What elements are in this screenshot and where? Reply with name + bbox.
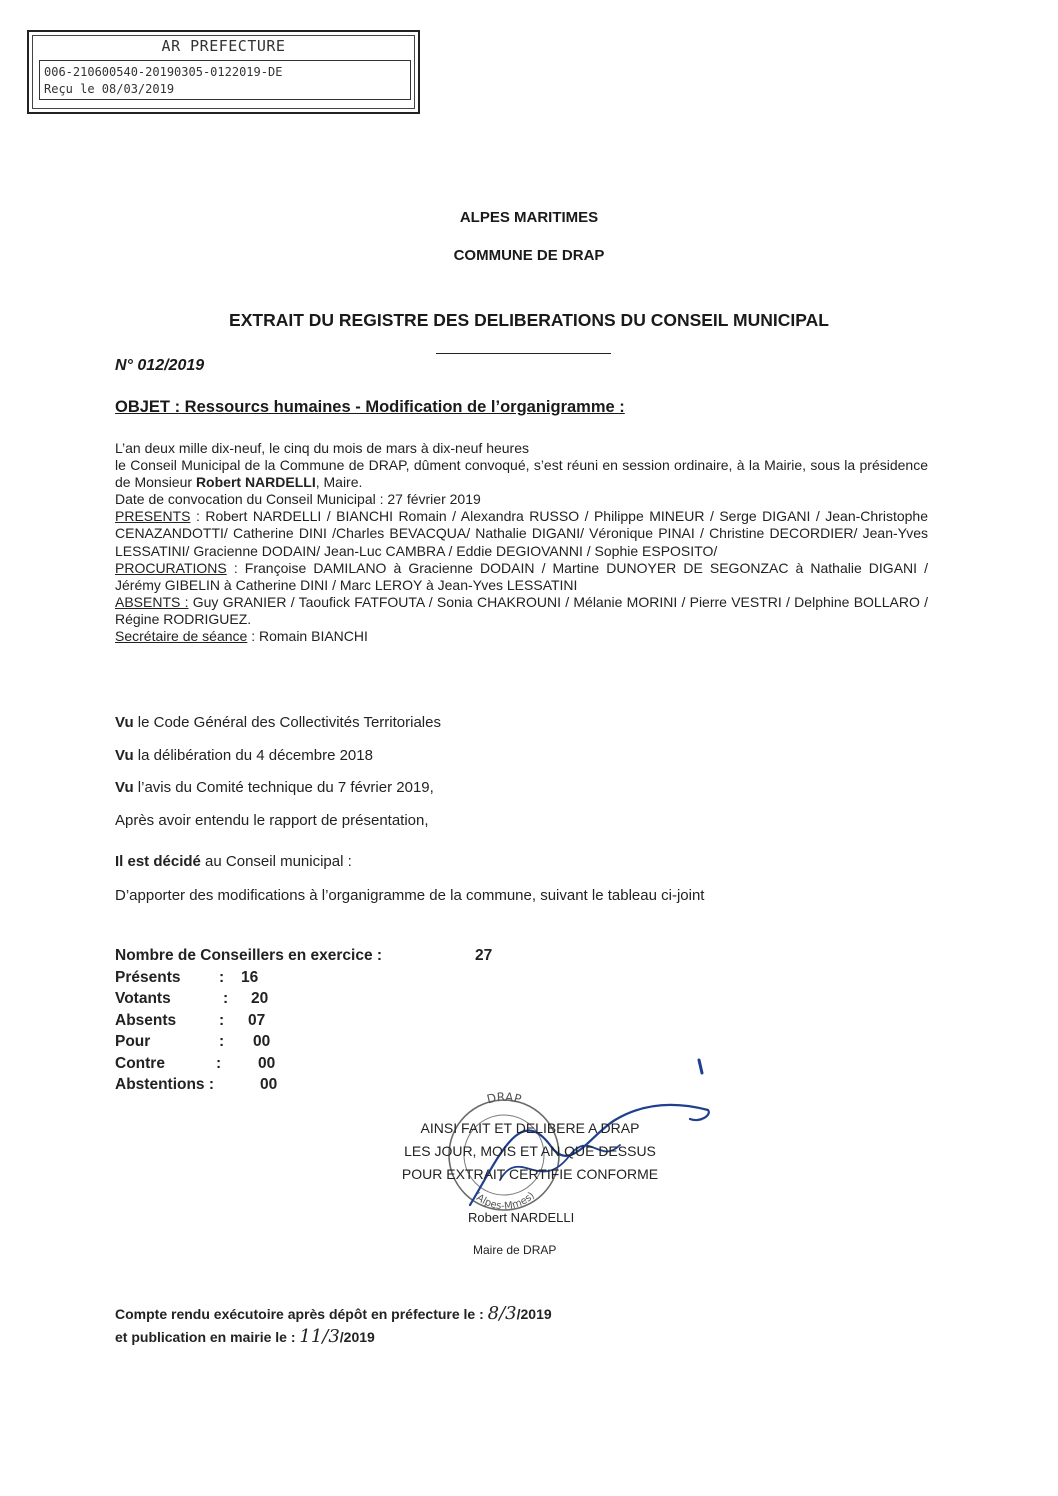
title-rule [436, 353, 611, 354]
footer-prefecture-date: 8/3 [487, 1303, 517, 1324]
absents-list [115, 594, 928, 628]
vote-label-votants: Votants [115, 990, 171, 1007]
vote-sep: : [219, 1012, 225, 1029]
vu-keyword: Vu [115, 779, 134, 796]
intro-text: le Conseil Municipal de la Commune de DRAP, dûment convoqué, s’est réuni en session ordinaire, à la Mairie, sous la présidence de Monsieur [115, 457, 928, 491]
vote-value-abstentions: 00 [260, 1076, 278, 1093]
absents-label: ABSENTS : [115, 593, 189, 610]
footer-prefecture-line [115, 1303, 552, 1324]
vote-sep: : [219, 1033, 225, 1050]
vu-line-2 [115, 747, 373, 764]
vote-label-pour: Pour [115, 1033, 151, 1050]
seal-bottom-text: (Alpes-Mmes) [471, 1190, 537, 1213]
vu-keyword: Vu [115, 714, 134, 731]
signatory-role: Maire de DRAP [473, 1243, 557, 1257]
presents-names: : Robert NARDELLI / BIANCHI Romain / Alexandra RUSSO / Philippe MINEUR / Serge DIGANI / Jean-Christophe CENAZANDOTTI/ Catherine DINI /Charles BEVACQUA/ Nathalie DIGANI/ Véronique PINAI / Christine DECORDIER/ Jean-Yves LESSATINI/ Gracienne DODAIN/ Jean-Luc CAMBRA / Eddie DEGIOVANNI / Sophie ESPOSITO/ [115, 508, 928, 559]
secretaire-name: : Romain BIANCHI [247, 628, 368, 645]
apres-line: Après avoir entendu le rapport de présentation, [115, 812, 429, 829]
footer-publication-date: 11/3 [299, 1326, 340, 1347]
exercice-label: Nombre de Conseillers en exercice : [115, 947, 383, 964]
vote-label-presents: Présents [115, 969, 181, 986]
stamp-title: AR PREFECTURE [161, 37, 286, 55]
secretaire-line [115, 628, 928, 645]
exercice-value: 27 [475, 947, 493, 964]
footer-prefecture-label: Compte rendu exécutoire après dépôt en préfecture le : [115, 1306, 488, 1322]
vu-line-3 [115, 779, 434, 796]
session-paragraph [115, 440, 928, 645]
signature-line-1: AINSI FAIT ET DELIBERE A DRAP [420, 1120, 640, 1136]
stamp-detail-box [39, 60, 411, 100]
intro-suffix: , Maire. [315, 474, 363, 491]
vu-keyword: Vu [115, 747, 134, 764]
signature-line-2: LES JOUR, MOIS ET AN QUE DESSUS [404, 1143, 656, 1159]
president-name: Robert NARDELLI [195, 474, 316, 491]
procurations-label: PROCURATIONS [115, 559, 227, 576]
vote-sep: : [223, 990, 229, 1007]
vote-label-absents: Absents [115, 1012, 177, 1029]
vu-line-1 [115, 714, 441, 731]
signatory-name: Robert NARDELLI [468, 1210, 575, 1225]
deliberation-number: N° 012/2019 [115, 357, 205, 374]
presents-list [115, 508, 928, 559]
document-title: EXTRAIT DU REGISTRE DES DELIBERATIONS DU CONSEIL MUNICIPAL [229, 310, 829, 330]
procurations-list [115, 560, 928, 594]
decision-line [115, 853, 352, 870]
vote-value-votants: 20 [251, 990, 269, 1007]
vote-label-contre: Contre [115, 1055, 165, 1072]
signature-tick-mark [696, 1058, 706, 1078]
stamp-reference: 006-210600540-20190305-0122019-DE [44, 65, 283, 79]
footer-prefecture-year: /2019 [516, 1306, 552, 1322]
presents-label: PRESENTS [115, 508, 191, 525]
vu-text: l’avis du Comité technique du 7 février 2019, [133, 779, 434, 796]
vu-text: la délibération du 4 décembre 2018 [133, 747, 373, 764]
footer-publication-year: /2019 [339, 1329, 375, 1345]
vote-value-pour: 00 [253, 1033, 271, 1050]
vote-sep: : [219, 969, 225, 986]
signature-line-3: POUR EXTRAIT CERTIFIE CONFORME [401, 1166, 659, 1182]
vu-text: le Code Général des Collectivités Territoriales [133, 714, 441, 731]
ar-prefecture-stamp [27, 30, 420, 114]
secretaire-label: Secrétaire de séance [115, 628, 248, 645]
absents-names: Guy GRANIER / Taoufick FATFOUTA / Sonia CHAKROUNI / Mélanie MORINI / Pierre VESTRI / Delphine BOLLARO / Régine RODRIGUEZ. [115, 593, 928, 627]
decision-text: au Conseil municipal : [200, 853, 352, 870]
convocation-date: Date de convocation du Conseil Municipal : 27 février 2019 [115, 491, 481, 508]
commune-heading: COMMUNE DE DRAP [453, 247, 605, 264]
vote-value-presents: 16 [241, 969, 259, 986]
objet-heading: OBJET : Ressourcs humaines - Modification de l’organigramme : [115, 398, 625, 416]
seal-top-text: DRAP [485, 1089, 523, 1107]
vote-value-contre: 00 [258, 1055, 276, 1072]
stamp-received-date: Reçu le 08/03/2019 [44, 82, 175, 96]
intro-line-2 [115, 457, 928, 491]
department-heading: ALPES MARITIMES [459, 209, 599, 226]
footer-publication-line [115, 1326, 375, 1347]
vote-label-abstentions: Abstentions : [115, 1076, 215, 1093]
footer-publication-label: et publication en mairie le : [115, 1329, 300, 1345]
procurations-names: : Françoise DAMILANO à Gracienne DODAIN / Martine DUNOYER DE SEGONZAC à Nathalie DIGANI / Jérémy GIBELIN à Catherine DINI / Marc LEROY à Jean-Yves LESSATINI [115, 559, 928, 593]
vote-value-absents: 07 [248, 1012, 266, 1029]
vote-sep: : [216, 1055, 222, 1072]
intro-line-1: L’an deux mille dix-neuf, le cinq du mois de mars à dix-neuf heures [115, 440, 529, 456]
decision-content: D’apporter des modifications à l’organigramme de la commune, suivant le tableau ci-joint [115, 887, 705, 904]
decision-keyword: Il est décidé [115, 853, 201, 870]
